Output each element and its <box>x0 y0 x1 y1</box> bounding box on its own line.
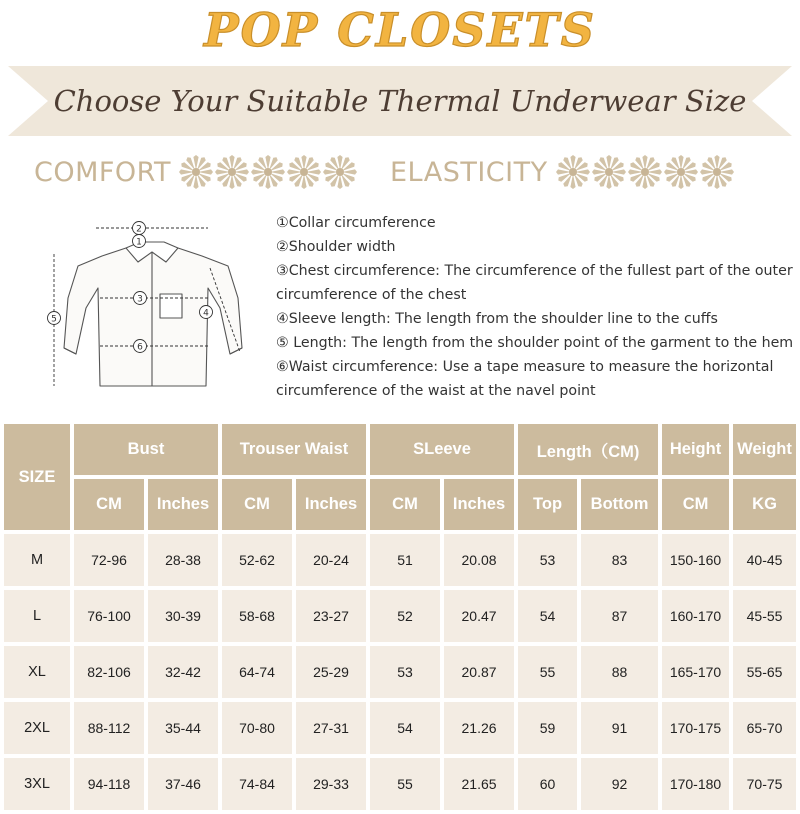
definition-line: ①Collar circumference <box>276 215 436 231</box>
table-cell: 74-84 <box>222 758 292 810</box>
subheader-cell: CM <box>74 479 144 530</box>
subheader-cell: Inches <box>296 479 366 530</box>
elasticity-label: ELASTICITY <box>390 156 548 188</box>
table-cell: 160-170 <box>662 590 729 642</box>
table-cell: 91 <box>581 702 658 754</box>
table-row <box>4 590 796 642</box>
group-header-length: Length（CM) <box>518 424 658 475</box>
table-cell: 53 <box>370 646 440 698</box>
marker-2: 2 <box>136 224 142 235</box>
marker-4: 4 <box>203 308 209 319</box>
table-cell: 20-24 <box>296 534 366 586</box>
star-icon <box>664 155 698 189</box>
table-cell: 54 <box>518 590 577 642</box>
table-cell: 87 <box>581 590 658 642</box>
definition-line: circumference of the chest <box>276 287 467 303</box>
definition-line: ②Shoulder width <box>276 239 396 255</box>
size-table-body <box>4 534 796 810</box>
star-icon <box>323 155 357 189</box>
table-cell: 65-70 <box>733 702 796 754</box>
table-cell: 88-112 <box>74 702 144 754</box>
table-cell: 92 <box>581 758 658 810</box>
table-cell: 52-62 <box>222 534 292 586</box>
table-cell: 20.08 <box>444 534 514 586</box>
table-row <box>4 534 796 586</box>
subheader-cell: CM <box>662 479 729 530</box>
banner-title: Choose Your Suitable Thermal Underwear Size <box>53 84 747 118</box>
definition-line: ⑤ Length: The length from the shoulder point of the garment to the hem <box>276 335 794 351</box>
table-cell: 52 <box>370 590 440 642</box>
star-icon <box>628 155 662 189</box>
star-icon <box>287 155 321 189</box>
table-cell: 165-170 <box>662 646 729 698</box>
table-cell: 76-100 <box>74 590 144 642</box>
table-cell: 30-39 <box>148 590 218 642</box>
comfort-label: COMFORT <box>34 156 171 188</box>
table-cell: 70-75 <box>733 758 796 810</box>
table-cell: 20.47 <box>444 590 514 642</box>
table-cell: 54 <box>370 702 440 754</box>
brand-title: POP CLOSETS <box>203 3 597 56</box>
measurement-definitions <box>276 211 796 403</box>
table-row <box>4 758 796 810</box>
table-cell: 21.65 <box>444 758 514 810</box>
size-label-cell: M <box>4 534 70 586</box>
subheader-cell: Bottom <box>581 479 658 530</box>
table-cell: 58-68 <box>222 590 292 642</box>
title-banner <box>0 62 800 140</box>
star-icon <box>592 155 626 189</box>
table-cell: 70-80 <box>222 702 292 754</box>
table-cell: 150-160 <box>662 534 729 586</box>
table-cell: 23-27 <box>296 590 366 642</box>
star-icon <box>215 155 249 189</box>
definition-line: ④Sleeve length: The length from the shoulder line to the cuffs <box>276 311 718 327</box>
group-header-height: Height <box>662 424 729 475</box>
table-row <box>4 702 796 754</box>
subheader-cell: KG <box>733 479 796 530</box>
size-label-cell: XL <box>4 646 70 698</box>
table-cell: 29-33 <box>296 758 366 810</box>
table-cell: 32-42 <box>148 646 218 698</box>
table-cell: 55-65 <box>733 646 796 698</box>
subheader-cell: CM <box>222 479 292 530</box>
table-cell: 45-55 <box>733 590 796 642</box>
table-cell: 83 <box>581 534 658 586</box>
size-table <box>0 420 800 814</box>
table-cell: 60 <box>518 758 577 810</box>
comfort-rating <box>34 148 357 196</box>
table-cell: 170-180 <box>662 758 729 810</box>
table-cell: 35-44 <box>148 702 218 754</box>
table-cell: 94-118 <box>74 758 144 810</box>
marker-3: 3 <box>137 294 143 305</box>
star-icon <box>251 155 285 189</box>
table-cell: 88 <box>581 646 658 698</box>
marker-6: 6 <box>137 342 143 353</box>
star-icon <box>556 155 590 189</box>
size-label-cell: L <box>4 590 70 642</box>
marker-1: 1 <box>136 237 142 248</box>
table-cell: 53 <box>518 534 577 586</box>
table-row <box>4 646 796 698</box>
marker-5: 5 <box>51 314 57 325</box>
table-cell: 72-96 <box>74 534 144 586</box>
table-cell: 59 <box>518 702 577 754</box>
star-icon <box>700 155 734 189</box>
shirt-diagram <box>38 208 248 393</box>
group-header-bust: Bust <box>74 424 218 475</box>
table-cell: 21.26 <box>444 702 514 754</box>
definition-line: ⑥Waist circumference: Use a tape measure to measure the horizontal <box>276 359 774 375</box>
comfort-stars <box>179 155 357 189</box>
table-cell: 64-74 <box>222 646 292 698</box>
table-cell: 37-46 <box>148 758 218 810</box>
star-icon <box>179 155 213 189</box>
subheader-cell: Inches <box>444 479 514 530</box>
elasticity-rating <box>390 148 734 196</box>
size-label-cell: 2XL <box>4 702 70 754</box>
table-cell: 170-175 <box>662 702 729 754</box>
elasticity-stars <box>556 155 734 189</box>
table-cell: 20.87 <box>444 646 514 698</box>
table-cell: 25-29 <box>296 646 366 698</box>
subheader-cell: CM <box>370 479 440 530</box>
group-header-sleeve: SLeeve <box>370 424 514 475</box>
table-cell: 82-106 <box>74 646 144 698</box>
table-cell: 55 <box>370 758 440 810</box>
definition-line: circumference of the waist at the navel point <box>276 383 596 399</box>
shirt-outline <box>64 248 242 386</box>
table-cell: 28-38 <box>148 534 218 586</box>
table-cell: 27-31 <box>296 702 366 754</box>
size-label-cell: 3XL <box>4 758 70 810</box>
table-cell: 51 <box>370 534 440 586</box>
subheader-cell: Top <box>518 479 577 530</box>
size-header: SIZE <box>4 424 70 530</box>
brand-logo <box>0 0 800 56</box>
subheader-cell: Inches <box>148 479 218 530</box>
table-cell: 40-45 <box>733 534 796 586</box>
group-header-trouser-waist: Trouser Waist <box>222 424 366 475</box>
table-cell: 55 <box>518 646 577 698</box>
group-header-weight: Weight <box>733 424 796 475</box>
definition-line: ③Chest circumference: The circumference of the fullest part of the outer <box>276 263 793 279</box>
